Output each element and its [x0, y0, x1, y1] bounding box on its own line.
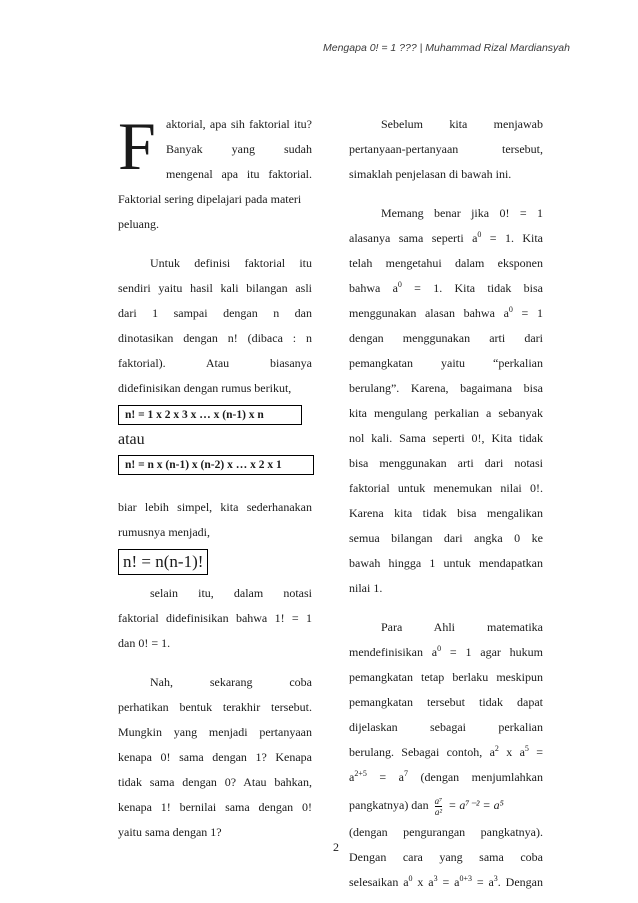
text-line: pemangkatan tetap berlaku meskipun — [349, 670, 543, 684]
text-line: tidak sama dengan 0? Atau bahkan, — [118, 775, 312, 789]
text-line: $a^{2+5} = a^7$ (dengan menjumlahkan — [349, 769, 543, 784]
text-line: dinotasikan dengan n! (dibaca : n — [118, 331, 312, 345]
left-column — [118, 108, 312, 845]
text-line: berulang”. Karena, bagaimana bisa — [349, 381, 543, 395]
text-line: rumusnya menjadi, — [118, 525, 210, 539]
text-line: faktorial didefinisikan bahwa 1! = 1 — [118, 611, 312, 625]
text-line: Faktorial sering dipelajari pada materi — [118, 192, 302, 206]
text-line: berulang. Sebagai contoh, $a^2$ x $a^5$ = — [349, 744, 543, 759]
text-line: pemangkatan tersebut tidak dapat — [349, 695, 543, 709]
text-line: sendiri yaitu hasil kali bilangan asli — [118, 281, 312, 295]
text-line: Karena kita tidak bisa mengalikan — [349, 506, 543, 520]
text-line: (dengan pengurangan pangkatnya). — [349, 825, 543, 839]
text-line: kenapa 1! bernilai sama dengan 0! — [118, 800, 312, 814]
atau-text: atau — [118, 431, 145, 448]
text-line: dengan menggunakan arti dari — [349, 331, 543, 345]
text-line: Memang benar jika 0! = 1 — [381, 206, 543, 220]
text-line: pemangkatan yaitu “perkalian — [349, 356, 543, 370]
text-line: Dengan cara yang sama coba — [349, 850, 543, 864]
text-line: dari 1 sampai dengan n dan — [118, 306, 312, 320]
text-line: didefinisikan dengan rumus berikut, — [118, 381, 292, 395]
text-line: dan 0! = 1. — [118, 636, 171, 650]
text-line: Mungkin yang menjadi pertanyaan — [118, 725, 312, 739]
text-line: kita mengulang perkalian a sebanyak — [349, 406, 543, 420]
text-line: perhatikan bentuk terakhir tersebut. — [118, 700, 312, 714]
text-line: biar lebih simpel, kita sederhanakan — [118, 500, 312, 514]
text-line: pangkatnya) dan $\frac{\text{a⁷}}{\text{a²}}$ = a⁷⁻² = a⁵ — [349, 795, 504, 817]
formula-box: n! = 1 x 2 x 3 x … x (n-1) x n — [118, 405, 302, 425]
formula-box: n! = n x (n-1) x (n-2) x … x 2 x 1 — [118, 455, 314, 475]
running-header: Mengapa 0! = 1 ??? | Muhammad Rizal Mardiansyah — [323, 42, 570, 54]
intro-paragraph — [118, 108, 312, 187]
text-line: simaklah penjelasan di bawah ini. — [349, 167, 512, 181]
text-line: selesaikan $a^0$ x $a^3 = a^{0+3} = a^3$. Dengan — [349, 874, 543, 889]
text-line: aktorial, apa sih faktorial itu? — [166, 117, 312, 131]
text-line: bawah hingga 1 untuk mendapatkan — [349, 556, 543, 570]
text-line: selain itu, dalam notasi — [150, 586, 312, 600]
text-line: menggunakan alasan bahwa $a^0 = 1$ — [349, 305, 543, 320]
text-line: Para Ahli matematika — [381, 620, 543, 634]
fraction: $\frac{\text{a⁷}}{\text{a²}}$ — [434, 795, 443, 817]
text-line: yaitu sama dengan 1? — [118, 825, 222, 839]
page-number: 2 — [333, 840, 339, 854]
text-line: nilai 1. — [349, 581, 383, 595]
text-line: mendefinisikan $a^0 = 1$ agar hukum — [349, 644, 544, 659]
text-line: nol kali. Sama seperti 0!, Kita tidak — [349, 431, 543, 445]
text-line: Sebelum kita menjawab — [381, 117, 543, 131]
formula-box: n! = n(n-1)! — [118, 549, 208, 575]
text-line: Banyak yang sudah — [166, 142, 312, 156]
drop-cap: F — [118, 108, 156, 184]
text-line: alasanya sama seperti $a^0 = 1$. Kita — [349, 230, 543, 245]
text-line: faktorial). Atau biasanya — [118, 356, 312, 370]
text-line: bisa menggunakan arti dari notasi — [349, 456, 543, 470]
text-line: bahwa $a^0 = 1$. Kita tidak bisa — [349, 280, 543, 295]
text-line: Nah, sekarang coba — [150, 675, 312, 689]
text-line: kenapa 0! sama dengan 1? Kenapa — [118, 750, 312, 764]
text-line: pertanyaan-pertanyaan tersebut, — [349, 142, 543, 156]
text-line: telah mengetahui dalam eksponen — [349, 256, 543, 270]
text-line: mengenal apa itu faktorial. — [166, 167, 312, 181]
text-line: semua bilangan dari angka 0 ke — [349, 531, 543, 545]
text-line: faktorial untuk menemukan nilai 0!. — [349, 481, 543, 495]
text-line: dijelaskan sebagai perkalian — [349, 720, 543, 734]
text-line: Untuk definisi faktorial itu — [150, 256, 312, 270]
right-column — [349, 112, 543, 895]
text-line: peluang. — [118, 217, 159, 231]
